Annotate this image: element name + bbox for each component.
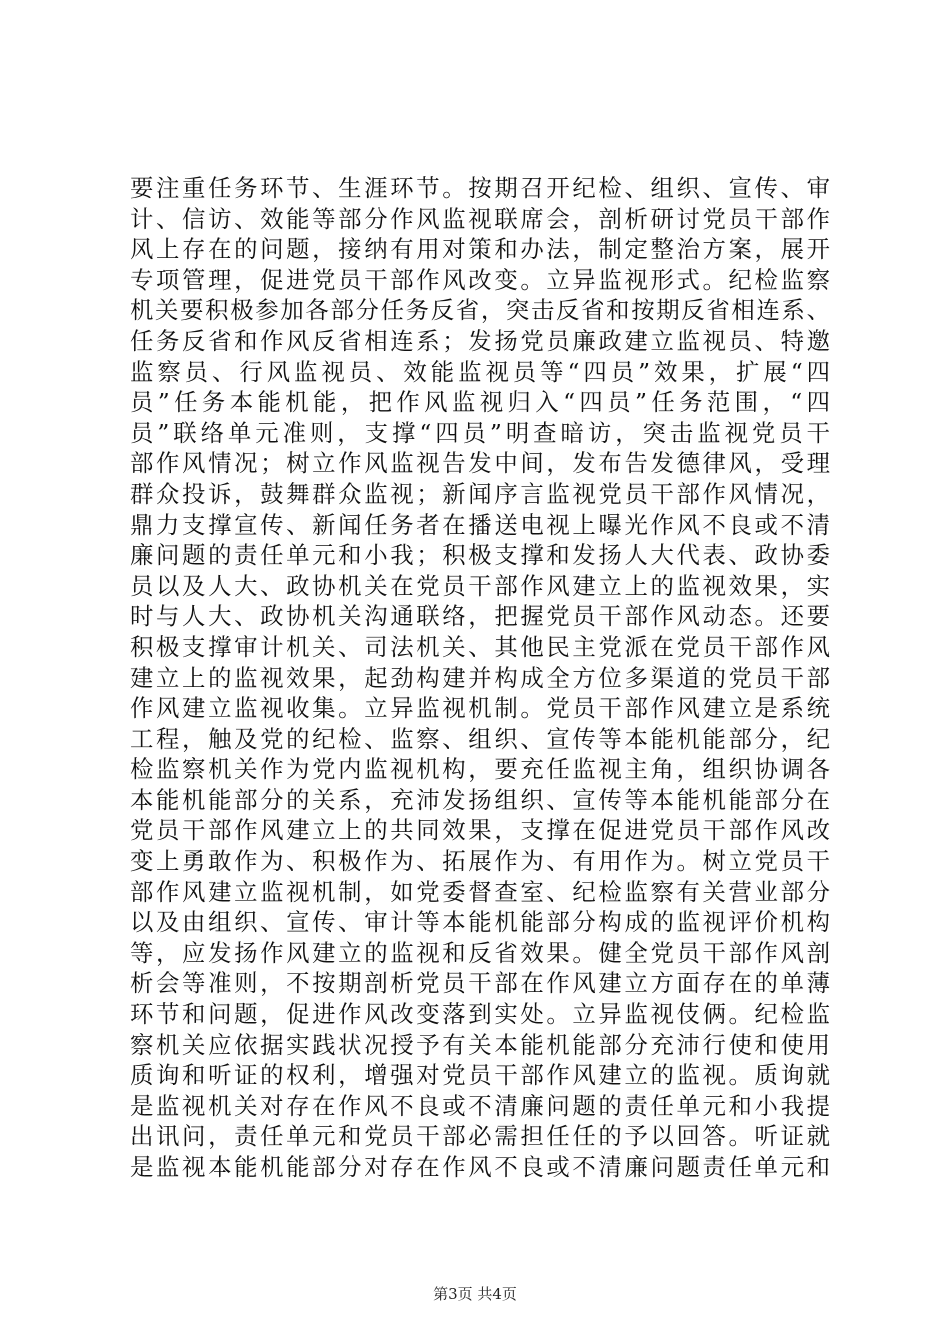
text-line: 员”任务本能机能，把作风监视归入“四员”任务范围，“四 <box>130 388 830 417</box>
text-line: 察机关应依据实践状况授予有关本能机能部分充沛行使和使用 <box>130 1030 830 1059</box>
text-line: 质询和听证的权利，增强对党员干部作风建立的监视。质询就 <box>130 1061 830 1090</box>
text-line: 以及由组织、宣传、审计等本能机能部分构成的监视评价机构 <box>130 908 830 937</box>
text-line: 要注重任务环节、生涯环节。按期召开纪检、组织、宣传、审 <box>130 174 830 202</box>
text-line: 风上存在的问题，接纳有用对策和办法，制定整治方案，展开 <box>130 235 830 264</box>
text-line: 是监视机关对存在作风不良或不清廉问题的责任单元和小我提 <box>130 1091 830 1120</box>
text-line: 员以及人大、政协机关在党员干部作风建立上的监视效果，实 <box>130 571 830 600</box>
text-line: 等，应发扬作风建立的监视和反省效果。健全党员干部作风剖 <box>130 938 830 967</box>
text-line: 时与人大、政协机关沟通联络，把握党员干部作风动态。还要 <box>130 602 830 631</box>
text-line: 部作风情况；树立作风监视告发中间，发布告发德律风，受理 <box>130 449 830 478</box>
text-line: 本能机能部分的关系，充沛发扬组织、宣传等本能机能部分在 <box>130 785 830 814</box>
text-line: 变上勇敢作为、积极作为、拓展作为、有用作为。树立党员干 <box>130 847 830 876</box>
text-line: 环节和问题，促进作风改变落到实处。立异监视伎俩。纪检监 <box>130 1000 830 1029</box>
text-line: 部作风建立监视机制，如党委督查室、纪检监察有关营业部分 <box>130 877 830 906</box>
body-paragraph <box>130 173 830 1183</box>
text-line: 员”联络单元准则，支撑“四员”明查暗访，突击监视党员干 <box>130 418 830 447</box>
text-line: 建立上的监视效果，起劲构建并构成全方位多渠道的党员干部 <box>130 663 830 692</box>
text-line: 鼎力支撑宣传、新闻任务者在播送电视上曝光作风不良或不清 <box>130 510 830 539</box>
text-line: 机关要积极参加各部分任务反省，突击反省和按期反省相连系、 <box>130 296 830 325</box>
page-footer: 第3页 共4页 <box>433 1285 517 1303</box>
text-line: 党员干部作风建立上的共同效果，支撑在促进党员干部作风改 <box>130 816 830 845</box>
text-line: 专项管理，促进党员干部作风改变。立异监视形式。纪检监察 <box>130 265 830 294</box>
text-line: 计、信访、效能等部分作风监视联席会，剖析研讨党员干部作 <box>130 204 830 233</box>
text-line: 析会等准则，不按期剖析党员干部在作风建立方面存在的单薄 <box>130 969 830 998</box>
text-line: 积极支撑审计机关、司法机关、其他民主党派在党员干部作风 <box>130 632 830 661</box>
text-line: 检监察机关作为党内监视机构，要充任监视主角，组织协调各 <box>130 755 830 784</box>
text-line: 作风建立监视收集。立异监视机制。党员干部作风建立是系统 <box>130 694 830 723</box>
text-line: 工程，触及党的纪检、监察、组织、宣传等本能机能部分，纪 <box>130 724 830 753</box>
text-line: 廉问题的责任单元和小我；积极支撑和发扬人大代表、政协委 <box>130 541 830 570</box>
text-line: 是监视本能机能部分对存在作风不良或不清廉问题责任单元和 <box>130 1153 830 1181</box>
text-line: 任务反省和作风反省相连系；发扬党员廉政建立监视员、特邀 <box>130 326 830 355</box>
text-line: 群众投诉，鼓舞群众监视；新闻序言监视党员干部作风情况， <box>130 479 830 508</box>
text-line: 监察员、行风监视员、效能监视员等“四员”效果，扩展“四 <box>130 357 830 386</box>
text-line: 出讯问，责任单元和党员干部必需担任任的予以回答。听证就 <box>130 1122 830 1151</box>
